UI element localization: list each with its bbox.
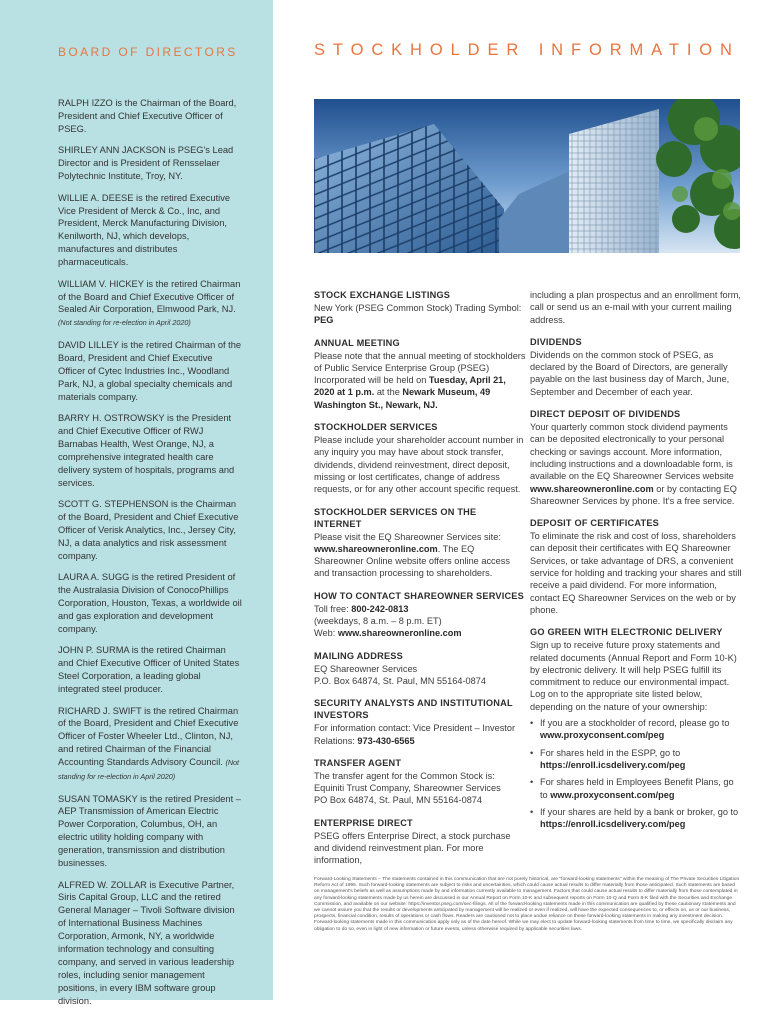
meeting-date: Tuesday, April 21, 2020 at 1 p.m. (314, 375, 506, 398)
section-text: PSEG offers Enterprise Direct, a stock purchase and dividend reinvestment plan. For more information, (314, 830, 511, 866)
certificates-section (530, 517, 742, 616)
exchange-section (314, 289, 526, 327)
services-section (314, 421, 526, 495)
director-list (58, 97, 242, 1016)
mailing-section (314, 650, 526, 688)
bullet-icon: • (530, 806, 534, 817)
section-heading: STOCKHOLDER SERVICES (314, 422, 438, 433)
delivery-link[interactable]: https://enroll.icsdelivery.com/peg (540, 819, 686, 830)
delivery-link[interactable]: www.proxyconsent.com/peg (550, 789, 675, 800)
right-info-column (530, 289, 742, 840)
contact-section (314, 590, 526, 640)
section-heading: STOCK EXCHANGE LISTINGS (314, 290, 451, 300)
enterprise-continued (530, 289, 742, 326)
enterprise-section (314, 817, 526, 867)
internet-section (314, 506, 526, 580)
section-heading: ANNUAL MEETING (314, 337, 400, 348)
director-note: (Not standing for re-election in April 2020) (58, 318, 191, 328)
director-entry: SUSAN TOMASKY is the retired President – AEP Transmission of American Electric Power Corporation, Columbus, OH, an electric utility holding company with generation, transmission and distribution businesses. (58, 793, 241, 869)
analysts-section (314, 697, 526, 747)
section-text: including a plan prospectus and an enrollment form, call or send us an e-mail with your current mailing address. (530, 290, 741, 325)
forward-looking-statements: Forward-Looking Statements – The statements contained in this communication that are not purely historical, are "forward-looking statements" within the meaning of The Private Securities Litigation Reform Act of 1995. Such forward-looking statements are subject to risks and uncertainties, which could cause actual results to differ materially from those anticipated. Such statements are based on management's beliefs as well as assumptions made by and information currently available to management. Factors that could cause actual results to differ materially from those contemplated in any forward-looking statements made by us herein are discussed in our Annual Report on Form 10-K and subsequent reports on Form 10-Q and Form 8-K filed with the Securities and Exchange Commission, and available on our website: https://investor.pseg.com/sec-filings. All of the forward-looking statements made in this communication are qualified by these cautionary statements and we cannot assure you that the results or developments anticipated by management will be realized or even if realized, will have the expected consequences to, or effects on, us or our business, prospects, financial condition, results of operations or cash flows. Readers are cautioned not to place undue reliance on these forward-looking statements in making any investment decision. Forward-looking statements made in this communication apply only as of the date hereof. While we may elect to update forward-looking statements from time to time, we specifically disclaim any obligation to do so, even in light of new information or future events, unless otherwise required by applicable securities laws. (314, 877, 740, 932)
section-heading: MAILING ADDRESS (314, 650, 403, 661)
section-heading: DIVIDENDS (530, 336, 582, 347)
section-heading: GO GREEN WITH ELECTRONIC DELIVERY (530, 627, 723, 638)
section-text: Please include your shareholder account number in any inquiry you may have about stock transfer, dividends, dividend reinvestment, direct deposit, missing or lost certificates, change of address requests, or for any other account specific request. (314, 435, 524, 495)
director-entry: RICHARD J. SWIFT is the retired Chairman of the Board, President and Chief Executive Officer of Foster Wheeler Ltd., Clinton, NJ, and retired Chairman of the Financial Accounting Standards Advisory Council. (Not standing for re-election in April 2020) (58, 705, 240, 782)
director-entry: WILLIE A. DEESE is the retired Executive Vice President of Merck & Co., Inc, and President, Merck Manufacturing Division, Kenilworth, NJ, which develops, manufactures and distributes pharmaceuticals. (58, 192, 231, 268)
sidebar-title: BOARD OF DIRECTORS (58, 45, 238, 59)
left-info-column (314, 289, 526, 877)
shareowner-link[interactable]: www.shareowneronline.com (314, 543, 438, 554)
shareowner-link[interactable]: www.shareowneronline.com (337, 628, 462, 639)
green-section (530, 626, 742, 830)
list-item: • For shares held in the ESPP, go to https://enroll.icsdelivery.com/peg (530, 747, 686, 770)
list-item: • If your shares are held by a bank or broker, go to https://enroll.icsdelivery.com/peg (530, 806, 739, 830)
section-heading: HOW TO CONTACT SHAREOWNER SERVICES (314, 590, 524, 601)
section-text: EQ Shareowner Services P.O. Box 64874, St. Paul, MN 55164-0874 (314, 663, 486, 686)
section-heading: SECURITY ANALYSTS AND INSTITUTIONAL INVESTORS (314, 698, 513, 721)
transfer-section (314, 757, 526, 807)
meeting-section (314, 337, 526, 411)
delivery-link-list (530, 717, 742, 830)
section-text: To eliminate the risk and cost of loss, shareholders can deposit their certificates with EQ Shareowner Services, or take advantage of DRS, a convenient service for holding and tracking your shares and still receive a paid dividend. For more information, contact EQ Shareowner Services on the web or by phone. (530, 531, 742, 615)
dividends-section (530, 336, 742, 398)
director-entry: JOHN P. SURMA is the retired Chairman and Chief Executive Officer of United States Steel Corporation, a leading global integrated steel producer. (58, 645, 240, 694)
list-item: • If you are a stockholder of record, please go to www.proxyconsent.com/peg (530, 718, 730, 741)
director-entry: LAURA A. SUGG is the retired President of the Australasia Division of ConocoPhillips Corporation, Houston, Texas, a worldwide oil and gas exploration and development company. (58, 572, 242, 634)
delivery-link[interactable]: www.proxyconsent.com/peg (540, 730, 665, 741)
bullet-icon: • (530, 718, 534, 729)
section-heading: ENTERPRISE DIRECT (314, 817, 413, 828)
section-heading: TRANSFER AGENT (314, 757, 402, 768)
section-text: Please note that the annual meeting of stockholders of Public Service Enterprise Group (PSEG) Incorporated will be held on Tuesday, April 21, 2020 at 1 p.m. at the Newark Museum, 49 Washington St., Newark, NJ. (314, 350, 526, 410)
board-sidebar (0, 0, 273, 1006)
skyscraper-photo (314, 99, 740, 253)
tollfree-number: 800-242-0813 (351, 603, 409, 614)
section-text: Toll free: 800-242-0813 (weekdays, 8 a.m. – 8 p.m. ET) Web: www.shareowneronline.com (314, 603, 462, 639)
direct-deposit-section (530, 408, 742, 507)
meeting-venue: Newark Museum, 49 Washington St., Newark, NJ. (314, 387, 491, 410)
section-text: Dividends on the common stock of PSEG, as declared by the Board of Directors, are generally payable on the last business day of March, June, September and December of each year. (530, 349, 730, 397)
section-text: The transfer agent for the Common Stock is: Equiniti Trust Company, Shareowner Services PO Box 64874, St. Paul, MN 55164-0874 (314, 770, 501, 806)
director-entry: SCOTT G. STEPHENSON is the Chairman of the Board, President and Chief Executive Officer of Verisk Analytics, Inc., Jersey City, NJ, a data analytics and risk assessment company. (58, 499, 239, 561)
section-text: For information contact: Vice President – Investor Relations: 973-430-6565 (314, 723, 516, 746)
section-text: Sign up to receive future proxy statements and related documents (Annual Report and Form 10-K) by electronic delivery. It will help PSEG fulfill its commitment to reduce our environmental impact. Log on to the appropriate site listed below, depending on the nature of your ownership: (530, 640, 737, 712)
page-title: STOCKHOLDER INFORMATION (314, 41, 740, 59)
director-entry: WILLIAM V. HICKEY is the retired Chairman of the Board and Chief Executive Officer of Sealed Air Corporation, Elmwood Park, NJ. (Not standing for re-election in April 2020) (58, 278, 241, 328)
director-entry: SHIRLEY ANN JACKSON is PSEG's Lead Director and is President of Rensselaer Polytechnic Institute, Troy, NY. (58, 145, 234, 182)
investor-phone: 973-430-6565 (357, 735, 415, 746)
list-item: • For shares held in Employees Benefit Plans, go to www.proxyconsent.com/peg (530, 777, 734, 800)
section-heading: DIRECT DEPOSIT OF DIVIDENDS (530, 409, 681, 420)
trading-symbol: PEG (314, 315, 334, 326)
shareowner-link[interactable]: www.shareowneronline.com (530, 483, 654, 494)
director-note: (Not standing for re-election in April 2020) (58, 758, 240, 782)
section-text: Your quarterly common stock dividend payments can be deposited electronically to your personal checking or savings account. More information, including instructions and a downloadable form, is available on the EQ Shareowner Services website www.shareowneronline.com or by contacting EQ Shareowner Services by phone. It's a free service. (530, 422, 737, 506)
bullet-icon: • (530, 777, 534, 788)
director-entry: BARRY H. OSTROWSKY is the President and Chief Executive Officer of RWJ Barnabas Health, West Orange, NJ, a comprehensive integrated health care delivery system of hospitals, programs and services. (58, 413, 235, 488)
delivery-link[interactable]: https://enroll.icsdelivery.com/peg (540, 759, 686, 770)
director-entry: DAVID LILLEY is the retired Chairman of the Board, President and Chief Executive Officer of Cytec Industries Inc., Woodland Park, NJ, a global specialty chemicals and materials company. (58, 339, 242, 402)
director-entry: ALFRED W. ZOLLAR is Executive Partner, Siris Capital Group, LLC and the retired General Manager – Tivoli Software division of International Business Machines Corporation, Armonk, NY, a worldwide information technology and consulting company, and served in various leadership roles, including senior management positions, in every IBM software group division. (58, 879, 235, 1006)
section-text: Please visit the EQ Shareowner Services site: www.shareowneronline.com. The EQ Shareowner Online website offers online access and transaction processing to shareholders. (314, 531, 510, 579)
bullet-icon: • (530, 747, 534, 758)
director-entry: RALPH IZZO is the Chairman of the Board, President and Chief Executive Officer of PSEG. (58, 98, 237, 134)
section-heading: DEPOSIT OF CERTIFICATES (530, 518, 659, 529)
section-text: New York (PSEG Common Stock) Trading Symbol: PEG (314, 303, 522, 326)
section-heading: STOCKHOLDER SERVICES ON THE INTERNET (314, 506, 477, 529)
